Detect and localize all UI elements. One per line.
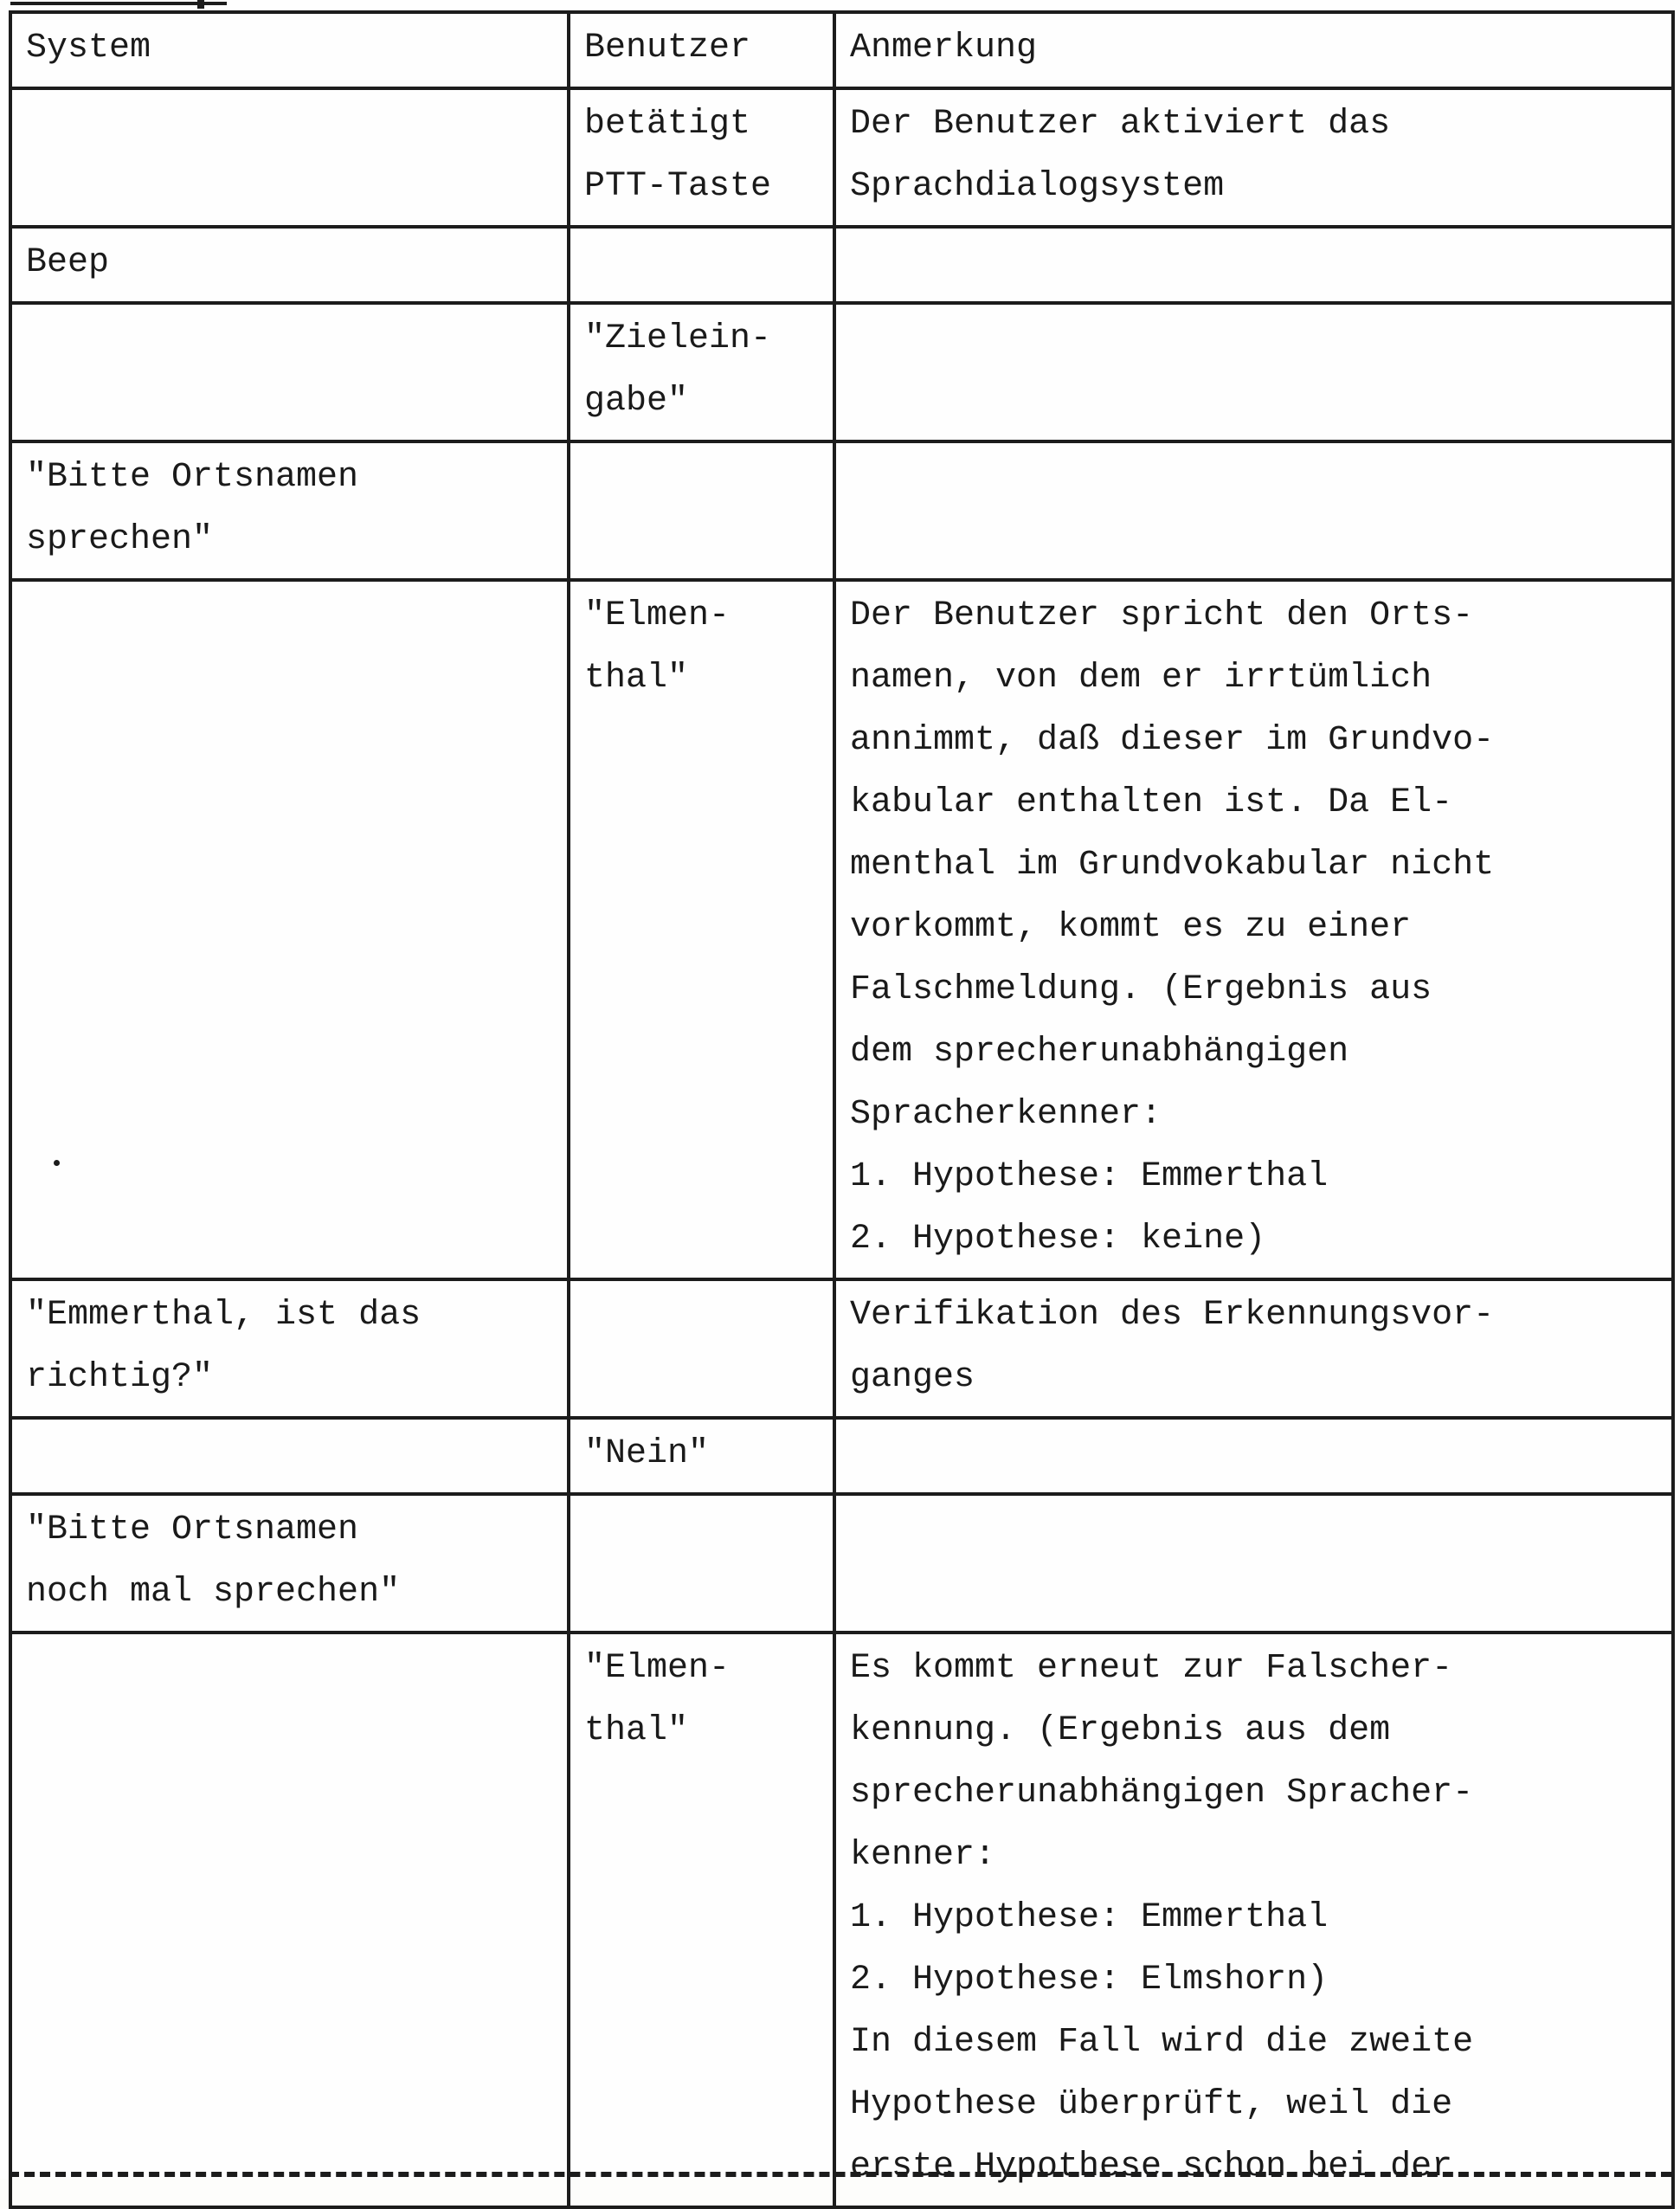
table-row <box>10 580 1673 1279</box>
cell-anmerkung: Der Benutzer aktiviert das Sprachdialogsystem <box>834 88 1673 227</box>
table-header <box>10 12 1673 88</box>
cell-benutzer <box>569 1494 834 1633</box>
table-body <box>10 88 1673 2207</box>
cell-anmerkung <box>834 441 1673 580</box>
cell-anmerkung <box>834 1418 1673 1494</box>
cell-system <box>10 88 569 227</box>
table-row <box>10 227 1673 303</box>
cell-system <box>10 580 569 1279</box>
scan-artifact-bottom-edge <box>9 2172 1671 2177</box>
cell-benutzer: "Zielein- gabe" <box>569 303 834 441</box>
cell-benutzer <box>569 1279 834 1418</box>
cell-anmerkung <box>834 303 1673 441</box>
cell-anmerkung: Verifikation des Erkennungsvor- ganges <box>834 1279 1673 1418</box>
cell-anmerkung <box>834 227 1673 303</box>
cell-benutzer <box>569 227 834 303</box>
table-header-row <box>10 12 1673 88</box>
scan-artifact-top-line <box>10 2 227 5</box>
scan-artifact-top-notch <box>197 0 204 9</box>
cell-benutzer: "Nein" <box>569 1418 834 1494</box>
table-row <box>10 1494 1673 1633</box>
column-header-system: System <box>10 12 569 88</box>
table-row <box>10 441 1673 580</box>
scan-artifact-dot <box>54 1160 60 1166</box>
cell-benutzer: "Elmen- thal" <box>569 580 834 1279</box>
cell-benutzer: betätigt PTT-Taste <box>569 88 834 227</box>
cell-system: "Bitte Ortsnamen sprechen" <box>10 441 569 580</box>
column-header-anmerkung: Anmerkung <box>834 12 1673 88</box>
cell-anmerkung <box>834 1494 1673 1633</box>
cell-anmerkung: Der Benutzer spricht den Orts- namen, von dem er irrtümlich annimmt, daß dieser im Grundvo- kabular enthalten ist. Da El- menthal im Grundvokabular nicht vorkommt, kommt es zu einer Falschmeldung. (Ergebnis aus dem sprecherunabhängigen Spracherkenner: 1. Hypothese: Emmerthal 2. Hypothese: keine) <box>834 580 1673 1279</box>
table-row <box>10 303 1673 441</box>
cell-system: "Emmerthal, ist das richtig?" <box>10 1279 569 1418</box>
table-row <box>10 1279 1673 1418</box>
table-row <box>10 1633 1673 2207</box>
dialog-table <box>9 10 1675 2209</box>
cell-anmerkung: Es kommt erneut zur Falscher- kennung. (Ergebnis aus dem sprecherunabhängigen Spracher- kenner: 1. Hypothese: Emmerthal 2. Hypothese: Elmshorn) In diesem Fall wird die zweite Hypothese überprüft, weil die erste Hypothese schon bei der <box>834 1633 1673 2207</box>
table-row <box>10 88 1673 227</box>
cell-benutzer <box>569 441 834 580</box>
cell-system: "Bitte Ortsnamen noch mal sprechen" <box>10 1494 569 1633</box>
cell-system: Beep <box>10 227 569 303</box>
table-row <box>10 1418 1673 1494</box>
cell-system <box>10 1633 569 2207</box>
column-header-benutzer: Benutzer <box>569 12 834 88</box>
cell-system <box>10 1418 569 1494</box>
cell-system <box>10 303 569 441</box>
cell-benutzer: "Elmen- thal" <box>569 1633 834 2207</box>
